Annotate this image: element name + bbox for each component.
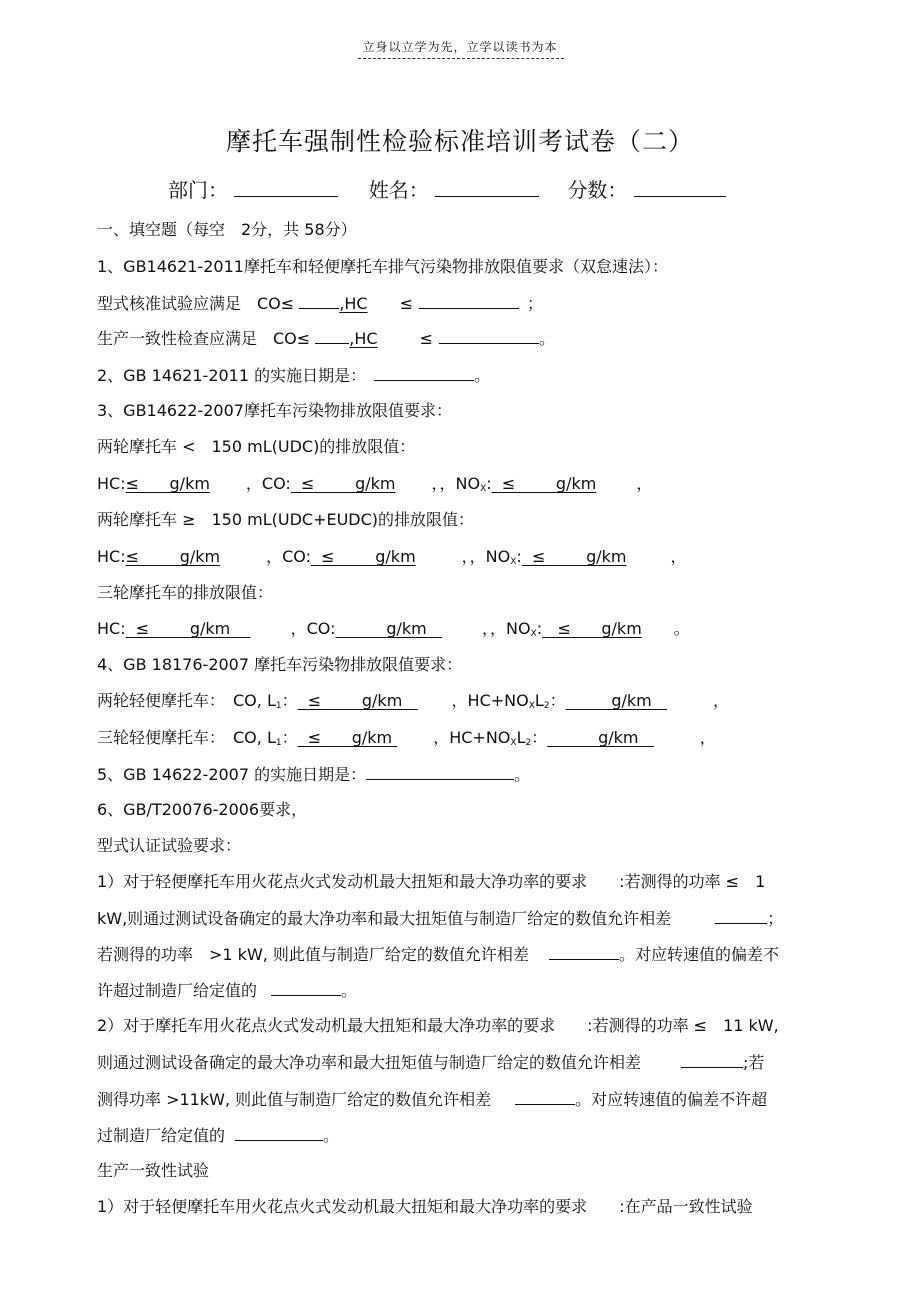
name-field[interactable] <box>435 178 539 197</box>
q6-p1-line1: 1）对于轻便摩托车用火花点火式发动机最大扭矩和最大净功率的要求 :若测得的功率 ≤ 1 <box>97 872 766 891</box>
score-label: 分数： <box>567 178 628 202</box>
name-label: 姓名： <box>368 178 429 202</box>
header-motto: 立身以立学为先，立学以读书为本 <box>362 40 558 54</box>
q3-two-wheel-small: 两轮摩托车 < 150 mL(UDC)的排放限值： <box>97 437 416 456</box>
score-field[interactable] <box>634 178 726 197</box>
q6-p2-line2: 则通过测试设备确定的最大净功率和最大扭矩值与制造厂给定的数值允许相差 ;若 <box>97 1053 765 1072</box>
q3-two-wheel-large: 两轮摩托车 ≥ 150 mL(UDC+EUDC)的排放限值： <box>97 510 475 529</box>
blank[interactable] <box>271 979 341 996</box>
blank[interactable] <box>419 292 519 309</box>
q6-p1-line4: 许超过制造厂给定值的 。 <box>97 981 358 1000</box>
blank[interactable] <box>715 907 767 924</box>
q1-type-approval: 型式核准试验应满足 CO≤ ,HC ≤ ； <box>97 294 543 313</box>
blank[interactable] <box>299 292 339 309</box>
q3-limits-row-1: HC:≤ g/km ，CO: ≤ g/km ，，$NO_X$: ≤ g/km ， <box>97 474 653 494</box>
blank[interactable] <box>439 327 539 344</box>
q4-three-wheel: 三轮轻便摩托车： CO, $L_1$： ≤ g/km ，$HC+NO_XL_2$： g/km ， <box>97 728 716 748</box>
q6-p2-line4: 过制造厂给定值的 。 <box>97 1126 340 1145</box>
q4-two-wheel: 两轮轻便摩托车： CO, $L_1$： ≤ g/km ，$HC+NO_XL_2$： g/km ， <box>97 691 730 711</box>
department-label: 部门： <box>168 178 228 202</box>
q1-title: 1、GB14621-2011摩托车和轻便摩托车排气污染物排放限值要求（双怠速法）： <box>97 257 668 276</box>
q1-conformity: 生产一致性检查应满足 CO≤ ,HC ≤ 。 <box>97 329 555 348</box>
department-field[interactable] <box>234 178 338 197</box>
section-heading: 一、填空题（每空 2分，共 58分） <box>97 220 357 239</box>
blank[interactable] <box>549 943 619 960</box>
q3-limits-row-2: HC:≤ g/km ，CO: ≤ g/km ，，$NO_X$: ≤ g/km ， <box>97 547 687 567</box>
q6-p2-line1: 2）对于摩托车用火花点火式发动机最大扭矩和最大净功率的要求 :若测得的功率 ≤ 11 kW, <box>97 1016 779 1035</box>
q6-c1-line1: 1）对于轻便摩托车用火花点火式发动机最大扭矩和最大净功率的要求 :在产品一致性试验 <box>97 1197 753 1216</box>
blank[interactable] <box>374 364 474 381</box>
blank[interactable] <box>515 1088 575 1105</box>
q3-title: 3、GB14622-2007摩托车污染物排放限值要求： <box>97 401 452 420</box>
blank[interactable] <box>681 1051 743 1068</box>
q6-conformity-title: 生产一致性试验 <box>97 1161 210 1180</box>
q6-p1-line2: kW,则通过测试设备确定的最大净功率和最大扭矩值与制造厂给定的数值允许相差 ； <box>97 909 784 928</box>
q3-three-wheel: 三轮摩托车的排放限值： <box>97 583 274 602</box>
q4-title: 4、GB 18176-2007 摩托车污染物排放限值要求： <box>97 655 463 674</box>
q6-title: 6、GB/T20076-2006要求， <box>97 800 308 819</box>
q6-p1-line3: 若测得的功率 >1 kW, 则此值与制造厂给定的数值允许相差 。对应转速值的偏差不 <box>97 945 779 964</box>
q6-type-cert: 型式认证试验要求： <box>97 836 242 855</box>
blank[interactable] <box>315 327 349 344</box>
q2: 2、GB 14621-2011 的实施日期是： 。 <box>97 366 491 385</box>
header-divider <box>358 58 564 59</box>
exam-title: 摩托车强制性检验标准培训考试卷（二） <box>225 127 694 156</box>
blank[interactable] <box>235 1124 323 1141</box>
q3-limits-row-3: HC: ≤ g/km ，CO: g/km ，，$NO_X$: ≤ g/km 。 <box>97 619 690 639</box>
info-fields <box>168 174 726 203</box>
q6-p2-line3: 测得功率 >11kW, 则此值与制造厂给定的数值允许相差 。对应转速值的偏差不许超 <box>97 1090 768 1109</box>
q5: 5、GB 14622-2007 的实施日期是： 。 <box>97 765 531 784</box>
blank[interactable] <box>366 763 514 780</box>
